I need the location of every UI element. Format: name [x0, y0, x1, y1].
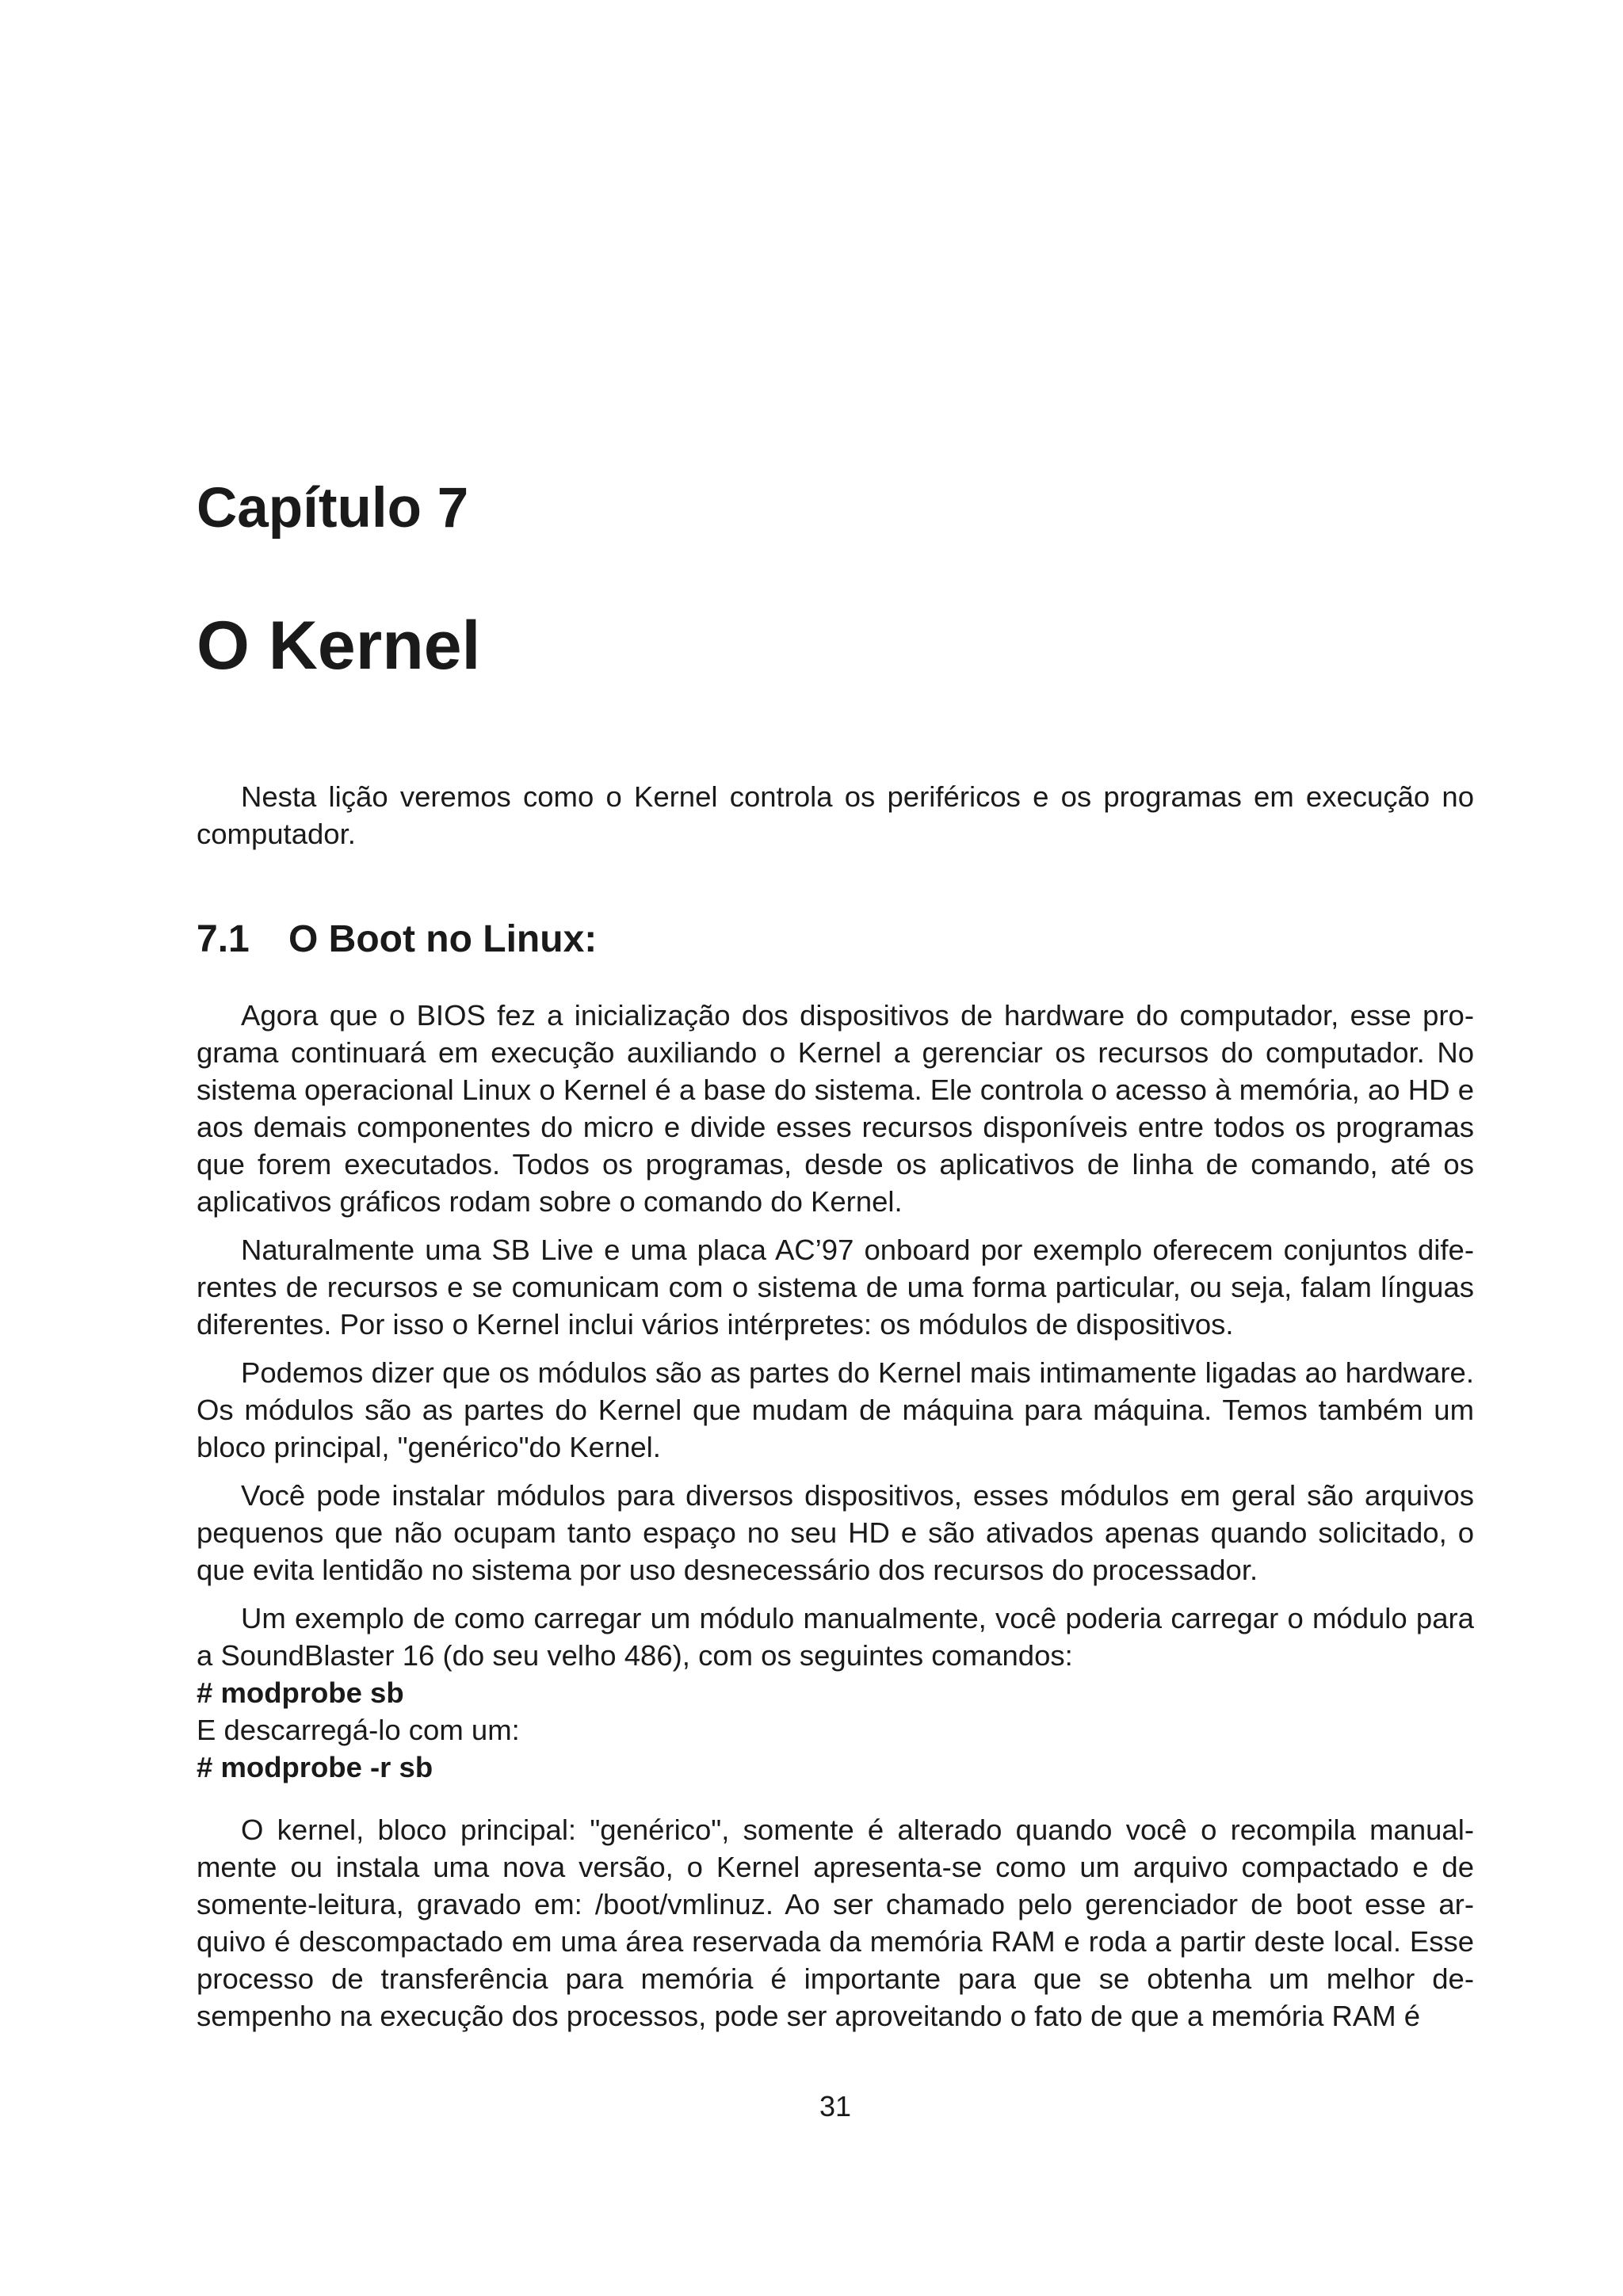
- command-load: # modprobe sb: [197, 1676, 404, 1709]
- section-heading: [197, 918, 598, 960]
- spacer: [197, 1786, 1474, 1811]
- page-number: 31: [819, 2090, 852, 2122]
- chapter-title: O Kernel: [197, 608, 481, 684]
- body-paragraph-3: Podemos dizer que os módulos são as partes do Kernel mais intimamente ligadas ao hardware. Os módulos são as partes do Kernel que mudam de máquina para máquina. Temos também um bloco principal, "genérico"do Kernel.: [197, 1356, 1474, 1463]
- intro-block: [197, 778, 1474, 864]
- body-paragraph-1: Agora que o BIOS fez a inicialização dos dispositivos de hardware do computador, esse programa continuará em execução auxiliando o Kernel a gerenciar os recursos do computador. No sistema operacional Linux o Kernel é a base do sistema. Ele controla o acesso à memória, ao HD e aos demais componentes do micro e divide esses recursos disponíveis entre todos os programas que forem executados. Todos os programas, desde os aplicativos de linha de comando, até os aplicativos gráficos rodam sobre o comando do Kernel.: [197, 999, 1474, 1218]
- section-body: [197, 997, 1474, 2046]
- body-paragraph-2: Naturalmente uma SB Live e uma placa AC’97 onboard por exemplo oferecem conjuntos diferentes de recursos e se comunicam com o sistema de uma forma particular, ou seja, falam línguas diferentes. Por isso o Kernel inclui vários intérpretes: os módulos de dispositivos.: [197, 1234, 1474, 1341]
- command-block: [197, 1674, 1474, 1786]
- document-page: [197, 0, 1474, 2296]
- intro-paragraph: Nesta lição veremos como o Kernel controla os periféricos e os programas em execução no computador.: [197, 780, 1474, 850]
- body-paragraph-4: Você pode instalar módulos para diversos dispositivos, esses módulos em geral são arquivos pequenos que não ocupam tanto espaço no seu HD e são ativados apenas quando solicitado, o que evita lentidão no sistema por uso desnecessário dos recursos do processador.: [197, 1479, 1474, 1586]
- body-paragraph-final: O kernel, bloco principal: "genérico", somente é alterado quando você o recompila manualmente ou instala uma nova versão, o Kernel apresenta-se como um arquivo compactado e de somente-leitura, gravado em: /boot/vmlinuz. Ao ser chamado pelo gerenciador de boot esse arquivo é descompactado em uma área reservada da memória RAM e roda a partir deste local. Esse processo de transferência para memória é importante para que se obtenha um melhor desempenho na execução dos processos, pode ser aproveitando o fato de que a memória RAM é: [197, 1814, 1474, 2032]
- chapter-label: Capítulo 7: [197, 477, 469, 540]
- section-number: 7.1: [197, 918, 250, 960]
- command-unload: # modprobe -r sb: [197, 1751, 433, 1783]
- command-unload-intro: E descarregá-lo com um:: [197, 1714, 520, 1746]
- section-title: O Boot no Linux:: [288, 918, 598, 960]
- body-paragraph-5: Um exemplo de como carregar um módulo manualmente, você poderia carregar o módulo para a SoundBlaster 16 (do seu velho 486), com os seguintes comandos:: [197, 1602, 1474, 1672]
